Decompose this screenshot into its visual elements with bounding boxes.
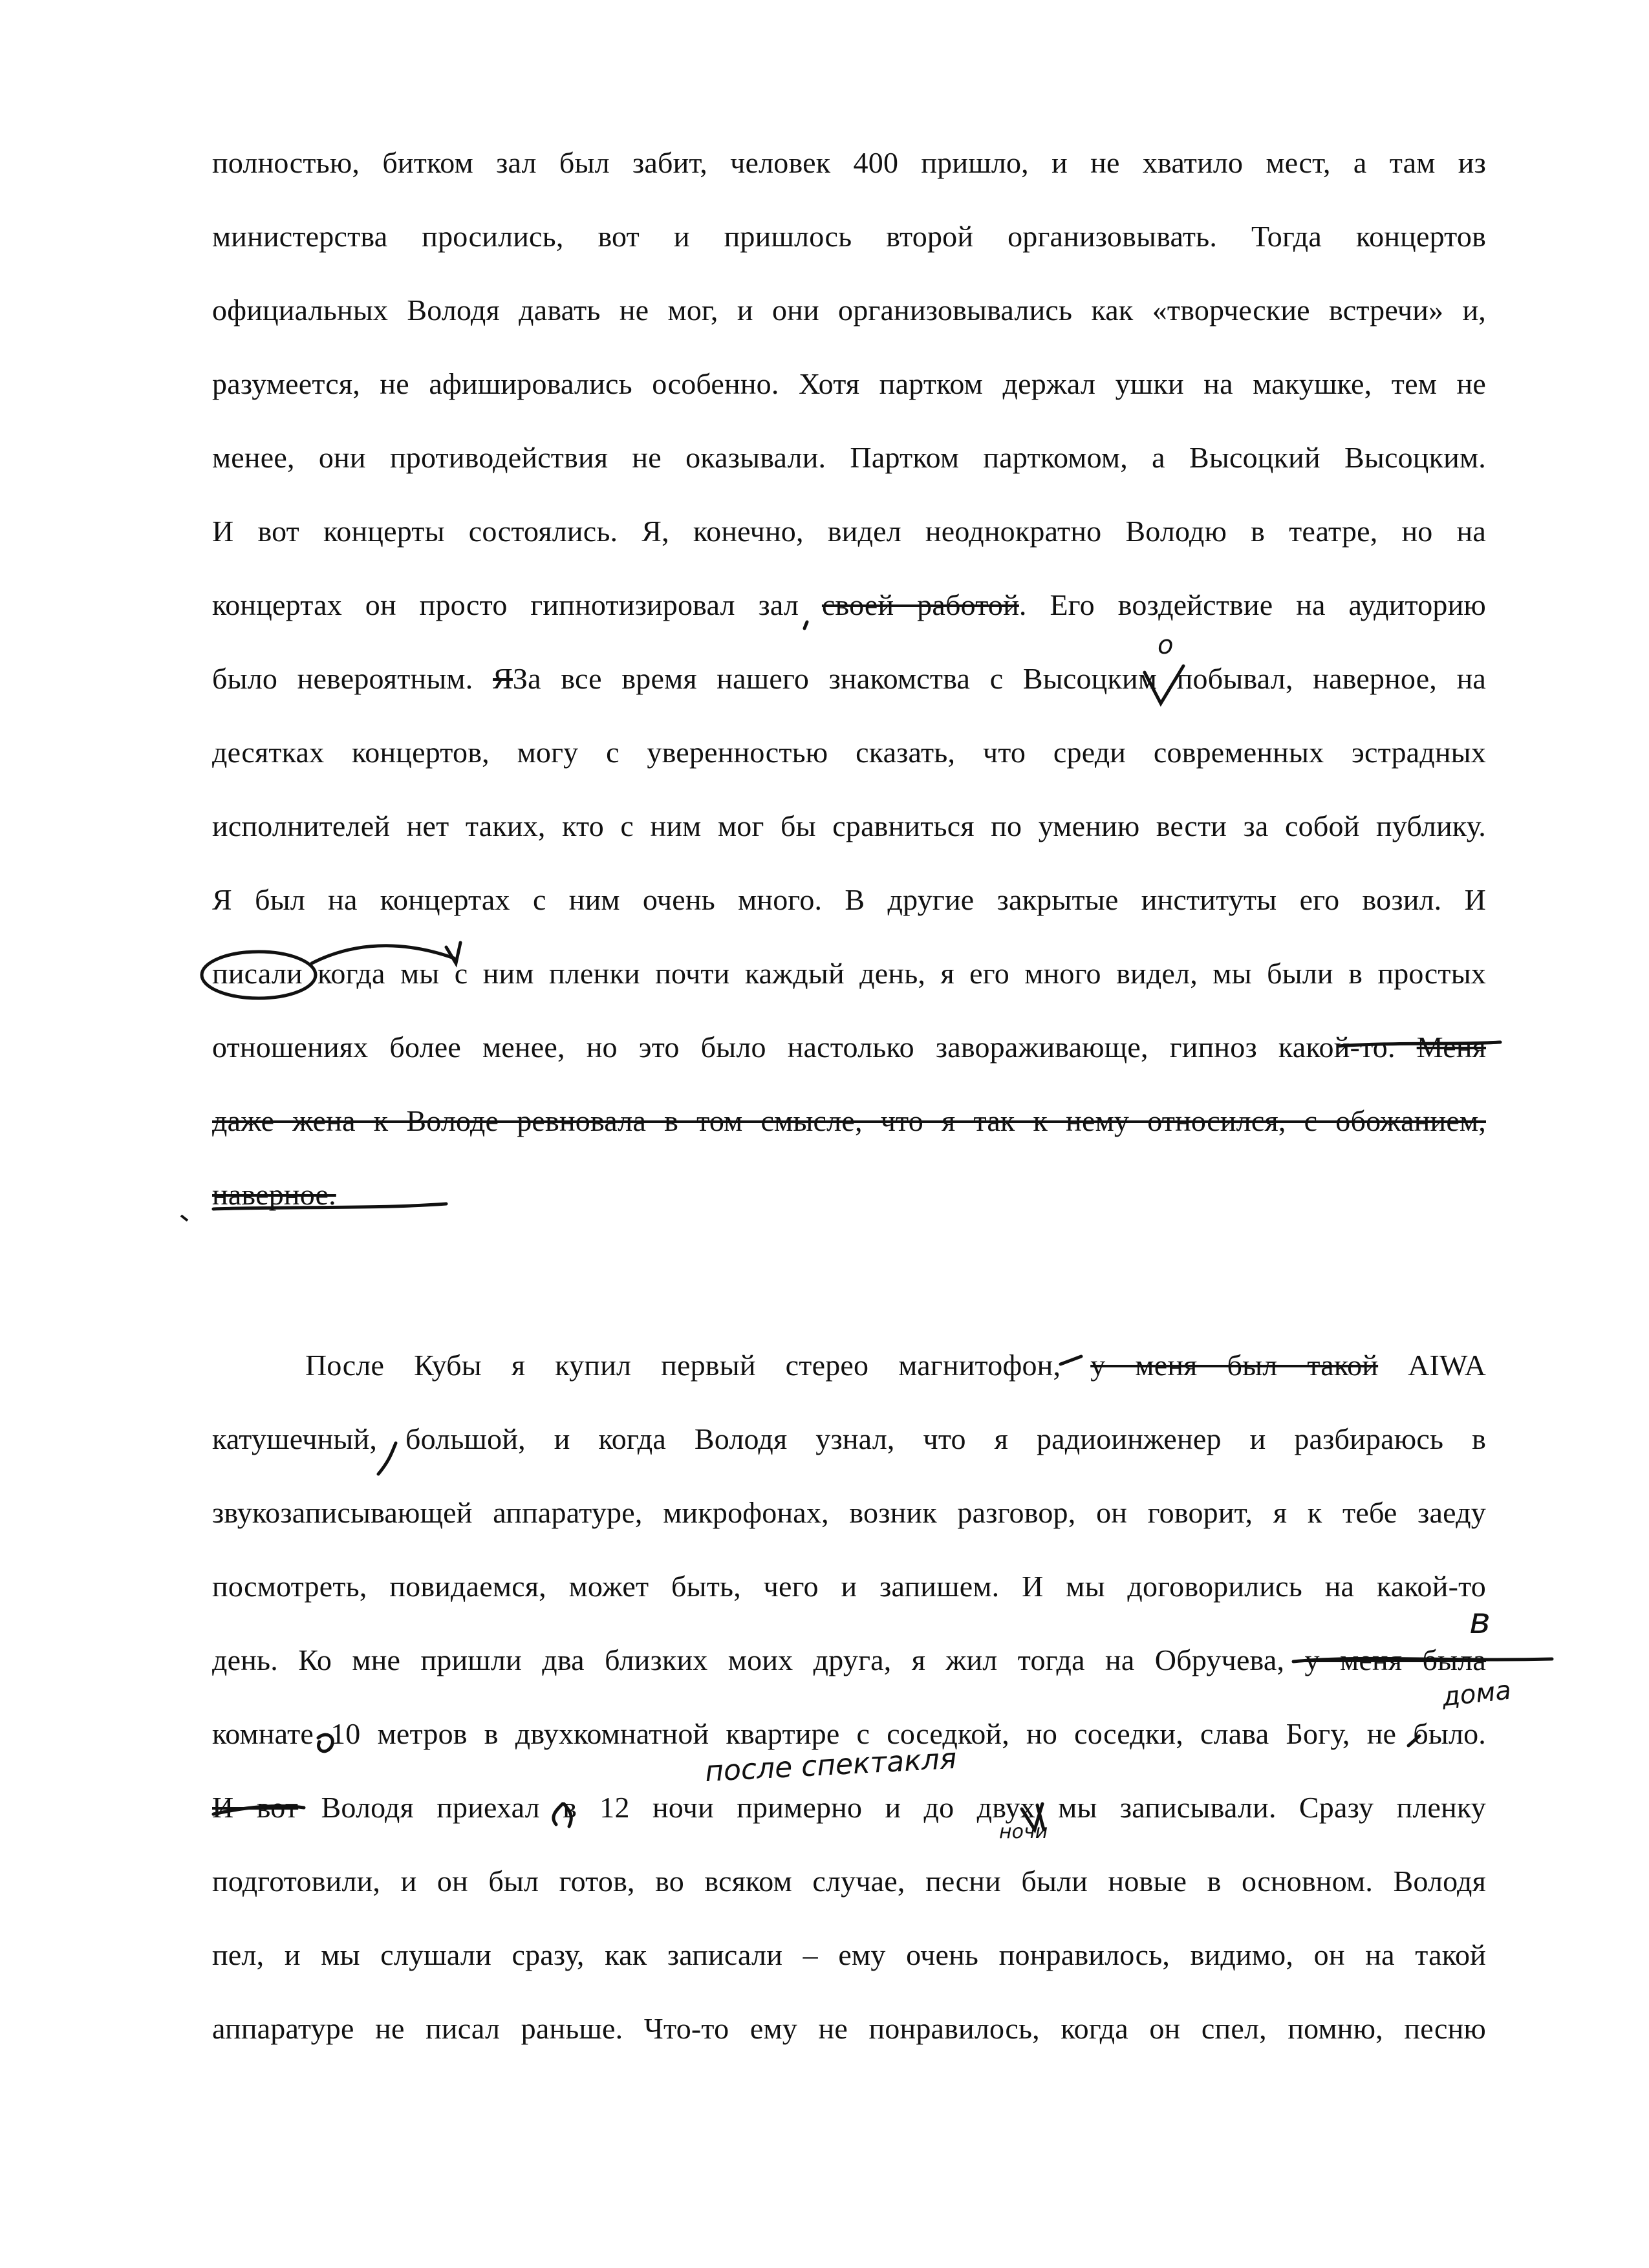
text-line: аппаратуре не писал раньше. Что-то ему не понравилось, когда он спел, помню, песню [212, 2012, 1486, 2045]
text-line: звукозаписывающей аппаратуре, микрофонах, возник разговор, он говорит, я к тебе заеду [212, 1496, 1486, 1529]
text-segment: отношениях более менее, но это было настолько завораживающе, гипноз какой-то. [212, 1031, 1417, 1064]
text-segment: . Его воздействие на аудиторию [1018, 588, 1486, 621]
text-line: писали когда мы с ним пленки почти каждый день, я его много видел, мы были в простых [212, 957, 1486, 990]
struck-text: даже жена к Володе ревновала в том смысле, что я так к нему относился, с обожанием, [212, 1104, 1486, 1137]
struck-text: у меня была [1304, 1643, 1486, 1676]
struck-text: И вот [212, 1791, 299, 1824]
handwritten-note: ночи [999, 1821, 1048, 1843]
text-segment: За все время нашего знакомства с Высоцким побывал, наверное, на [512, 662, 1486, 695]
text-line: министерства просились, вот и пришлось второй организовывать. Тогда концертов [212, 220, 1486, 253]
text-line: разумеется, не афишировались особенно. Хотя партком держал ушки на макушке, тем не [212, 367, 1486, 400]
text-line: официальных Володя давать не мог, и они организовывались как «творческие встречи» и, [212, 294, 1486, 326]
struck-text: наверное. [212, 1178, 336, 1211]
text-line-with-strike [212, 1788, 1486, 1827]
handwritten-note: в [1469, 1600, 1491, 1642]
text-line: комнате 10 метров в двухкомнатной квартире с соседкой, но соседки, слава Богу, не было. [212, 1717, 1486, 1750]
text-segment: день. Ко мне пришли два близких моих друга, я жил тогда на Обручева, [212, 1643, 1305, 1676]
text-line-with-strike [305, 1346, 1486, 1385]
handwritten-note: о [1158, 630, 1174, 660]
text-line-with-strike [212, 1028, 1486, 1067]
text-line: посмотреть, повидаемся, может быть, чего и запишем. И мы договорились на какой-то [212, 1570, 1486, 1603]
struck-text: у меня был такой [1090, 1349, 1379, 1382]
struck-text: Меня [1416, 1031, 1486, 1064]
text-segment: После Кубы я купил первый стерео магнитофон, [305, 1349, 1091, 1382]
text-segment: AIWA [1378, 1349, 1486, 1382]
struck-line [212, 1175, 1486, 1214]
struck-text: своей работой [821, 588, 1019, 621]
text-line-with-strike [212, 659, 1486, 698]
text-line-with-strike [212, 586, 1486, 625]
text-segment: было невероятным. [212, 662, 493, 695]
text-line: полностью, битком зал был забит, человек 400 пришло, и не хватило мест, а там из [212, 146, 1486, 179]
text-line-with-strike [212, 1641, 1486, 1680]
struck-line [212, 1102, 1486, 1140]
text-line: десятках концертов, могу с уверенностью сказать, что среди современных эстрадных [212, 736, 1486, 769]
text-line: подготовили, и он был готов, во всяком случае, песни были новые в основном. Володя [212, 1865, 1486, 1898]
text-line: исполнителей нет таких, кто с ним мог бы сравниться по умению вести за собой публику. [212, 809, 1486, 842]
text-segment: концертах он просто гипнотизировал зал [212, 588, 799, 621]
handwritten-note: после спектакля [704, 1742, 958, 1789]
text-line: катушечный, большой, и когда Володя узнал, что я радиоинженер и разбираюсь в [212, 1422, 1486, 1455]
handwritten-note: дома [1440, 1675, 1513, 1713]
text-line: Я был на концертах с ним очень много. В другие закрытые институты его возил. И [212, 883, 1486, 916]
text-segment: Володя приехал в 12 ночи примерно и до двух мы записывали. Сразу пленку [298, 1791, 1487, 1824]
text-line: И вот концерты состоялись. Я, конечно, видел неоднократно Володю в театре, но на [212, 515, 1486, 548]
text-line: менее, они противодействия не оказывали. Партком парткомом, а Высоцкий Высоцким. [212, 441, 1486, 474]
text-line: пел, и мы слушали сразу, как записали – ему очень понравилось, видимо, он на такой [212, 1938, 1486, 1971]
struck-text: Я [493, 662, 513, 695]
scan-speck [181, 1215, 188, 1221]
